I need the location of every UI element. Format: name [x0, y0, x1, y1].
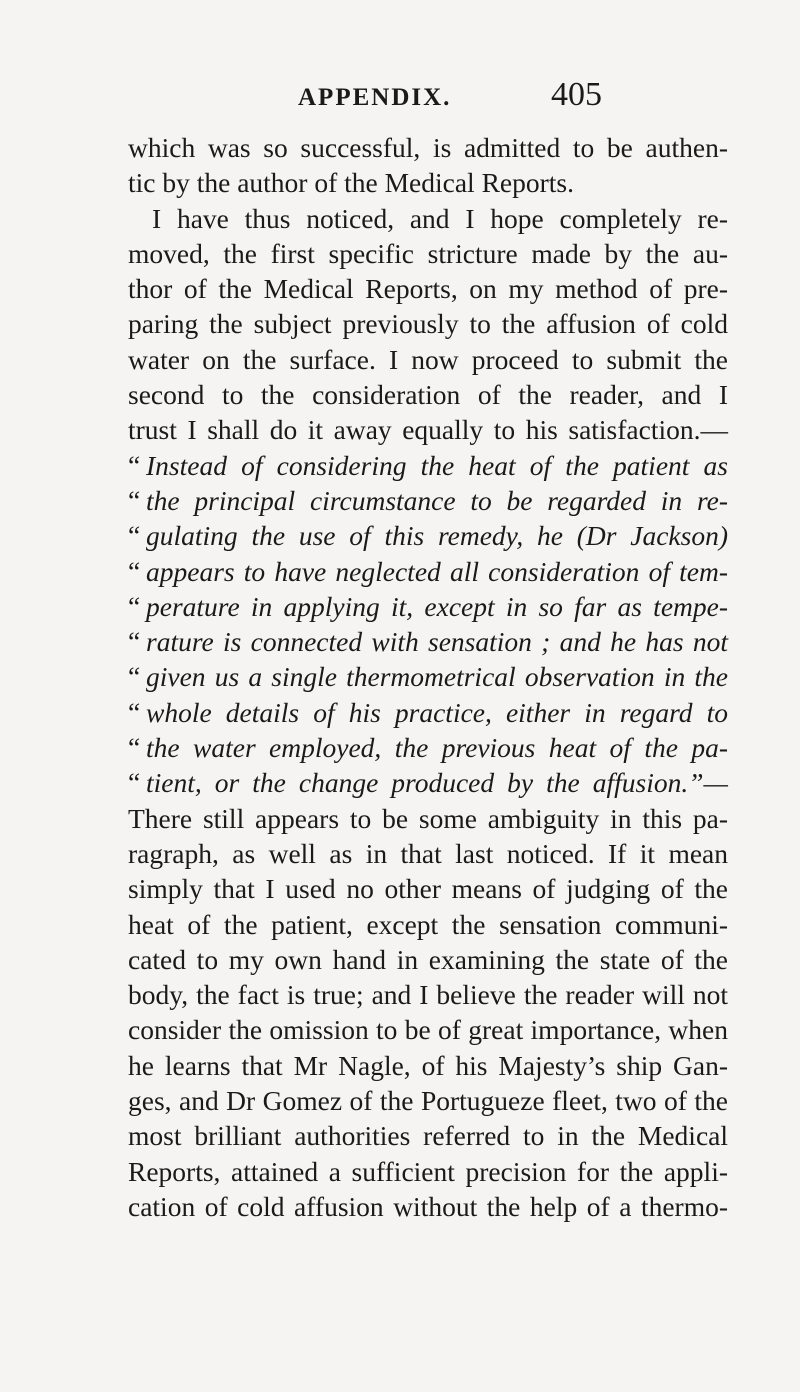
quote-mark: “ [128, 590, 141, 622]
quote-mark: “ [128, 555, 141, 587]
text-line [128, 342, 728, 377]
running-head: APPENDIX. [298, 84, 452, 111]
text-line [128, 659, 728, 694]
quote-mark: “ [128, 626, 141, 658]
line-text: body, the fact is true; and I believe the reader will not [128, 979, 728, 1011]
line-text: Instead of considering the heat of the patient as [146, 449, 728, 481]
line-text: water on the surface. I now proceed to submit the [128, 343, 728, 375]
text-line [128, 236, 728, 271]
line-text: I have thus noticed, and I hope completely re- [152, 202, 728, 234]
text-line [128, 1012, 728, 1047]
quote-mark: “ [128, 484, 141, 516]
line-text: tic by the author of the Medical Reports. [128, 167, 574, 199]
line-text: paring the subject previously to the affusion of cold [128, 308, 728, 340]
line-text: appears to have neglected all consideration of tem- [146, 555, 728, 587]
quote-mark: “ [128, 520, 141, 552]
text-line [128, 201, 728, 236]
line-text: cation of cold affusion without the help of a thermo- [128, 1190, 728, 1222]
line-text: heat of the patient, except the sensation communi- [128, 908, 728, 940]
quote-mark: “ [128, 767, 141, 799]
line-text: the water employed, the previous heat of the pa- [146, 732, 728, 764]
line-text: ges, and Dr Gomez of the Portugueze fleet, two of the [128, 1085, 728, 1117]
line-text: whole details of his practice, either in regard to [146, 696, 728, 728]
line-text: most brilliant authorities referred to in the Medical [128, 1120, 728, 1152]
line-text: There still appears to be some ambiguity in this pa- [128, 802, 728, 834]
line-text: rature is connected with sensation ; and he has not [146, 626, 728, 658]
line-text: simply that I used no other means of judging of the [128, 873, 728, 905]
text-line [128, 871, 728, 906]
text-line [128, 1118, 728, 1153]
text-line [128, 977, 728, 1012]
text-line [128, 1154, 728, 1189]
line-text: given us a single thermometrical observation in the [146, 661, 728, 693]
text-line [128, 942, 728, 977]
page-number: 405 [551, 76, 602, 113]
text-line [128, 907, 728, 942]
line-text: tient, or the change produced by the affusion.”— [146, 767, 728, 799]
text-line [128, 518, 728, 553]
text-line [128, 695, 728, 730]
line-text: moved, the first specific stricture made by the au- [128, 237, 728, 269]
line-text: second to the consideration of the reader, and I [128, 379, 728, 411]
text-line [128, 554, 728, 589]
text-line [128, 412, 728, 447]
text-line [128, 1189, 728, 1224]
text-line [128, 130, 728, 165]
line-text: ragraph, as well as in that last noticed. If it mean [128, 837, 728, 869]
line-text: trust I shall do it away equally to his satisfaction.— [128, 414, 728, 446]
line-text: thor of the Medical Reports, on my method of pre- [128, 273, 728, 305]
text-line [128, 801, 728, 836]
line-text: which was so successful, is admitted to be authen- [128, 132, 728, 163]
text-line [128, 165, 728, 200]
line-text: perature in applying it, except in so far as tempe- [146, 590, 728, 622]
text-line [128, 1083, 728, 1118]
line-text: cated to my own hand in examining the state of the [128, 943, 728, 975]
text-line [128, 624, 728, 659]
line-text: the principal circumstance to be regarded in re- [146, 484, 728, 516]
body-text [128, 130, 728, 1224]
text-line [128, 836, 728, 871]
text-line [128, 448, 728, 483]
line-text: gulating the use of this remedy, he (Dr Jackson) [146, 520, 728, 552]
text-line [128, 377, 728, 412]
quote-mark: “ [128, 696, 141, 728]
line-text: he learns that Mr Nagle, of his Majesty’s ship Gan- [128, 1049, 728, 1081]
text-line [128, 765, 728, 800]
line-text: consider the omission to be of great importance, when [128, 1014, 728, 1046]
line-text: Reports, attained a sufficient precision for the appli- [128, 1155, 728, 1187]
page-header [228, 76, 602, 113]
text-line [128, 1048, 728, 1083]
quote-mark: “ [128, 732, 141, 764]
text-line [128, 730, 728, 765]
text-line [128, 271, 728, 306]
text-line [128, 589, 728, 624]
text-line [128, 306, 728, 341]
quote-mark: “ [128, 449, 141, 481]
quote-mark: “ [128, 661, 141, 693]
text-line [128, 483, 728, 518]
